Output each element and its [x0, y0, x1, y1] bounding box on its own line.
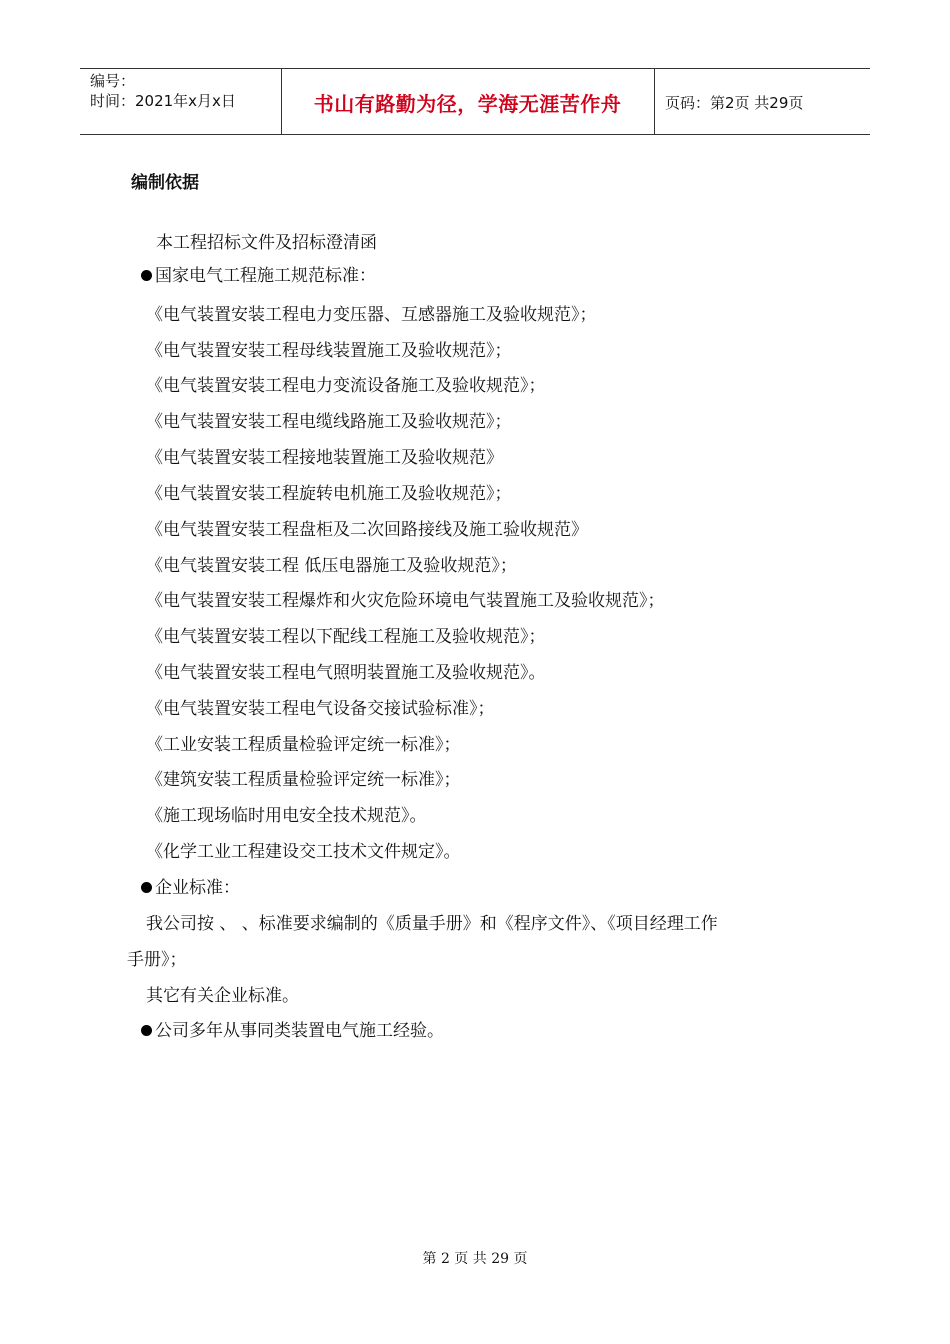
enterprise-standards-heading: [141, 877, 240, 899]
standard-item: 《电气装置安装工程电气照明装置施工及验收规范》。: [146, 663, 546, 683]
standard-item: 《化学工业工程建设交工技术文件规定》。: [146, 842, 461, 862]
standard-item: 《工业安装工程质量检验评定统一标准》；: [146, 735, 461, 755]
header-meta: [90, 71, 236, 111]
page-header: [80, 68, 870, 135]
enterprise-text-line: 手册》；: [127, 950, 187, 970]
experience-text: 公司多年从事同类装置电气施工经验。: [155, 1021, 444, 1041]
other-standards-text: 其它有关企业标准。: [146, 986, 299, 1006]
standard-item: 《电气装置安装工程电缆线路施工及验收规范》；: [146, 412, 512, 432]
standard-item: 《电气装置安装工程电气设备交接试验标准》；: [146, 699, 495, 719]
bullet-icon: [141, 1025, 152, 1036]
standard-item: 《电气装置安装工程以下配线工程施工及验收规范》；: [146, 627, 546, 647]
standard-item: 《施工现场临时用电安全技术规范》。: [146, 806, 427, 826]
bullet-icon: [141, 882, 152, 893]
page-footer: 第 2 页 共 29 页: [422, 1251, 528, 1267]
header-motto: 书山有路勤为径，学海无涯苦作舟: [313, 91, 622, 116]
standard-item: 《建筑安装工程质量检验评定统一标准》；: [146, 770, 461, 790]
header-divider: [654, 69, 655, 135]
standard-item: 《电气装置安装工程电力变压器、互感器施工及验收规范》；: [146, 305, 597, 325]
standard-item: 《电气装置安装工程电力变流设备施工及验收规范》；: [146, 376, 546, 396]
section-title: 编制依据: [131, 173, 199, 193]
enterprise-text-line: 我公司按 、 、标准要求编制的《质量手册》和《程序文件》、《项目经理工作: [146, 914, 718, 934]
standard-item: 《电气装置安装工程接地装置施工及验收规范》: [146, 448, 503, 468]
document-date: 时间：2021年x月x日: [90, 92, 236, 110]
standard-item: 《电气装置安装工程盘柜及二次回路接线及施工验收规范》: [146, 520, 588, 540]
document-number-label: 编号：: [90, 72, 136, 90]
bullet-icon: [141, 270, 152, 281]
national-standards-heading-text: 国家电气工程施工规范标准：: [155, 266, 376, 286]
header-page-info: 页码：第2页 共29页: [665, 93, 804, 112]
intro-text: 本工程招标文件及招标澄清函: [156, 233, 377, 253]
standard-item: 《电气装置安装工程爆炸和火灾危险环境电气装置施工及验收规范》；: [146, 591, 665, 611]
national-standards-heading: [141, 265, 376, 287]
standard-item: 《电气装置安装工程 低压电器施工及验收规范》；: [146, 556, 517, 576]
standard-item: 《电气装置安装工程旋转电机施工及验收规范》；: [146, 484, 512, 504]
standard-item: 《电气装置安装工程母线装置施工及验收规范》；: [146, 341, 512, 361]
enterprise-standards-heading-text: 企业标准：: [155, 878, 240, 898]
experience-item: [141, 1020, 444, 1042]
